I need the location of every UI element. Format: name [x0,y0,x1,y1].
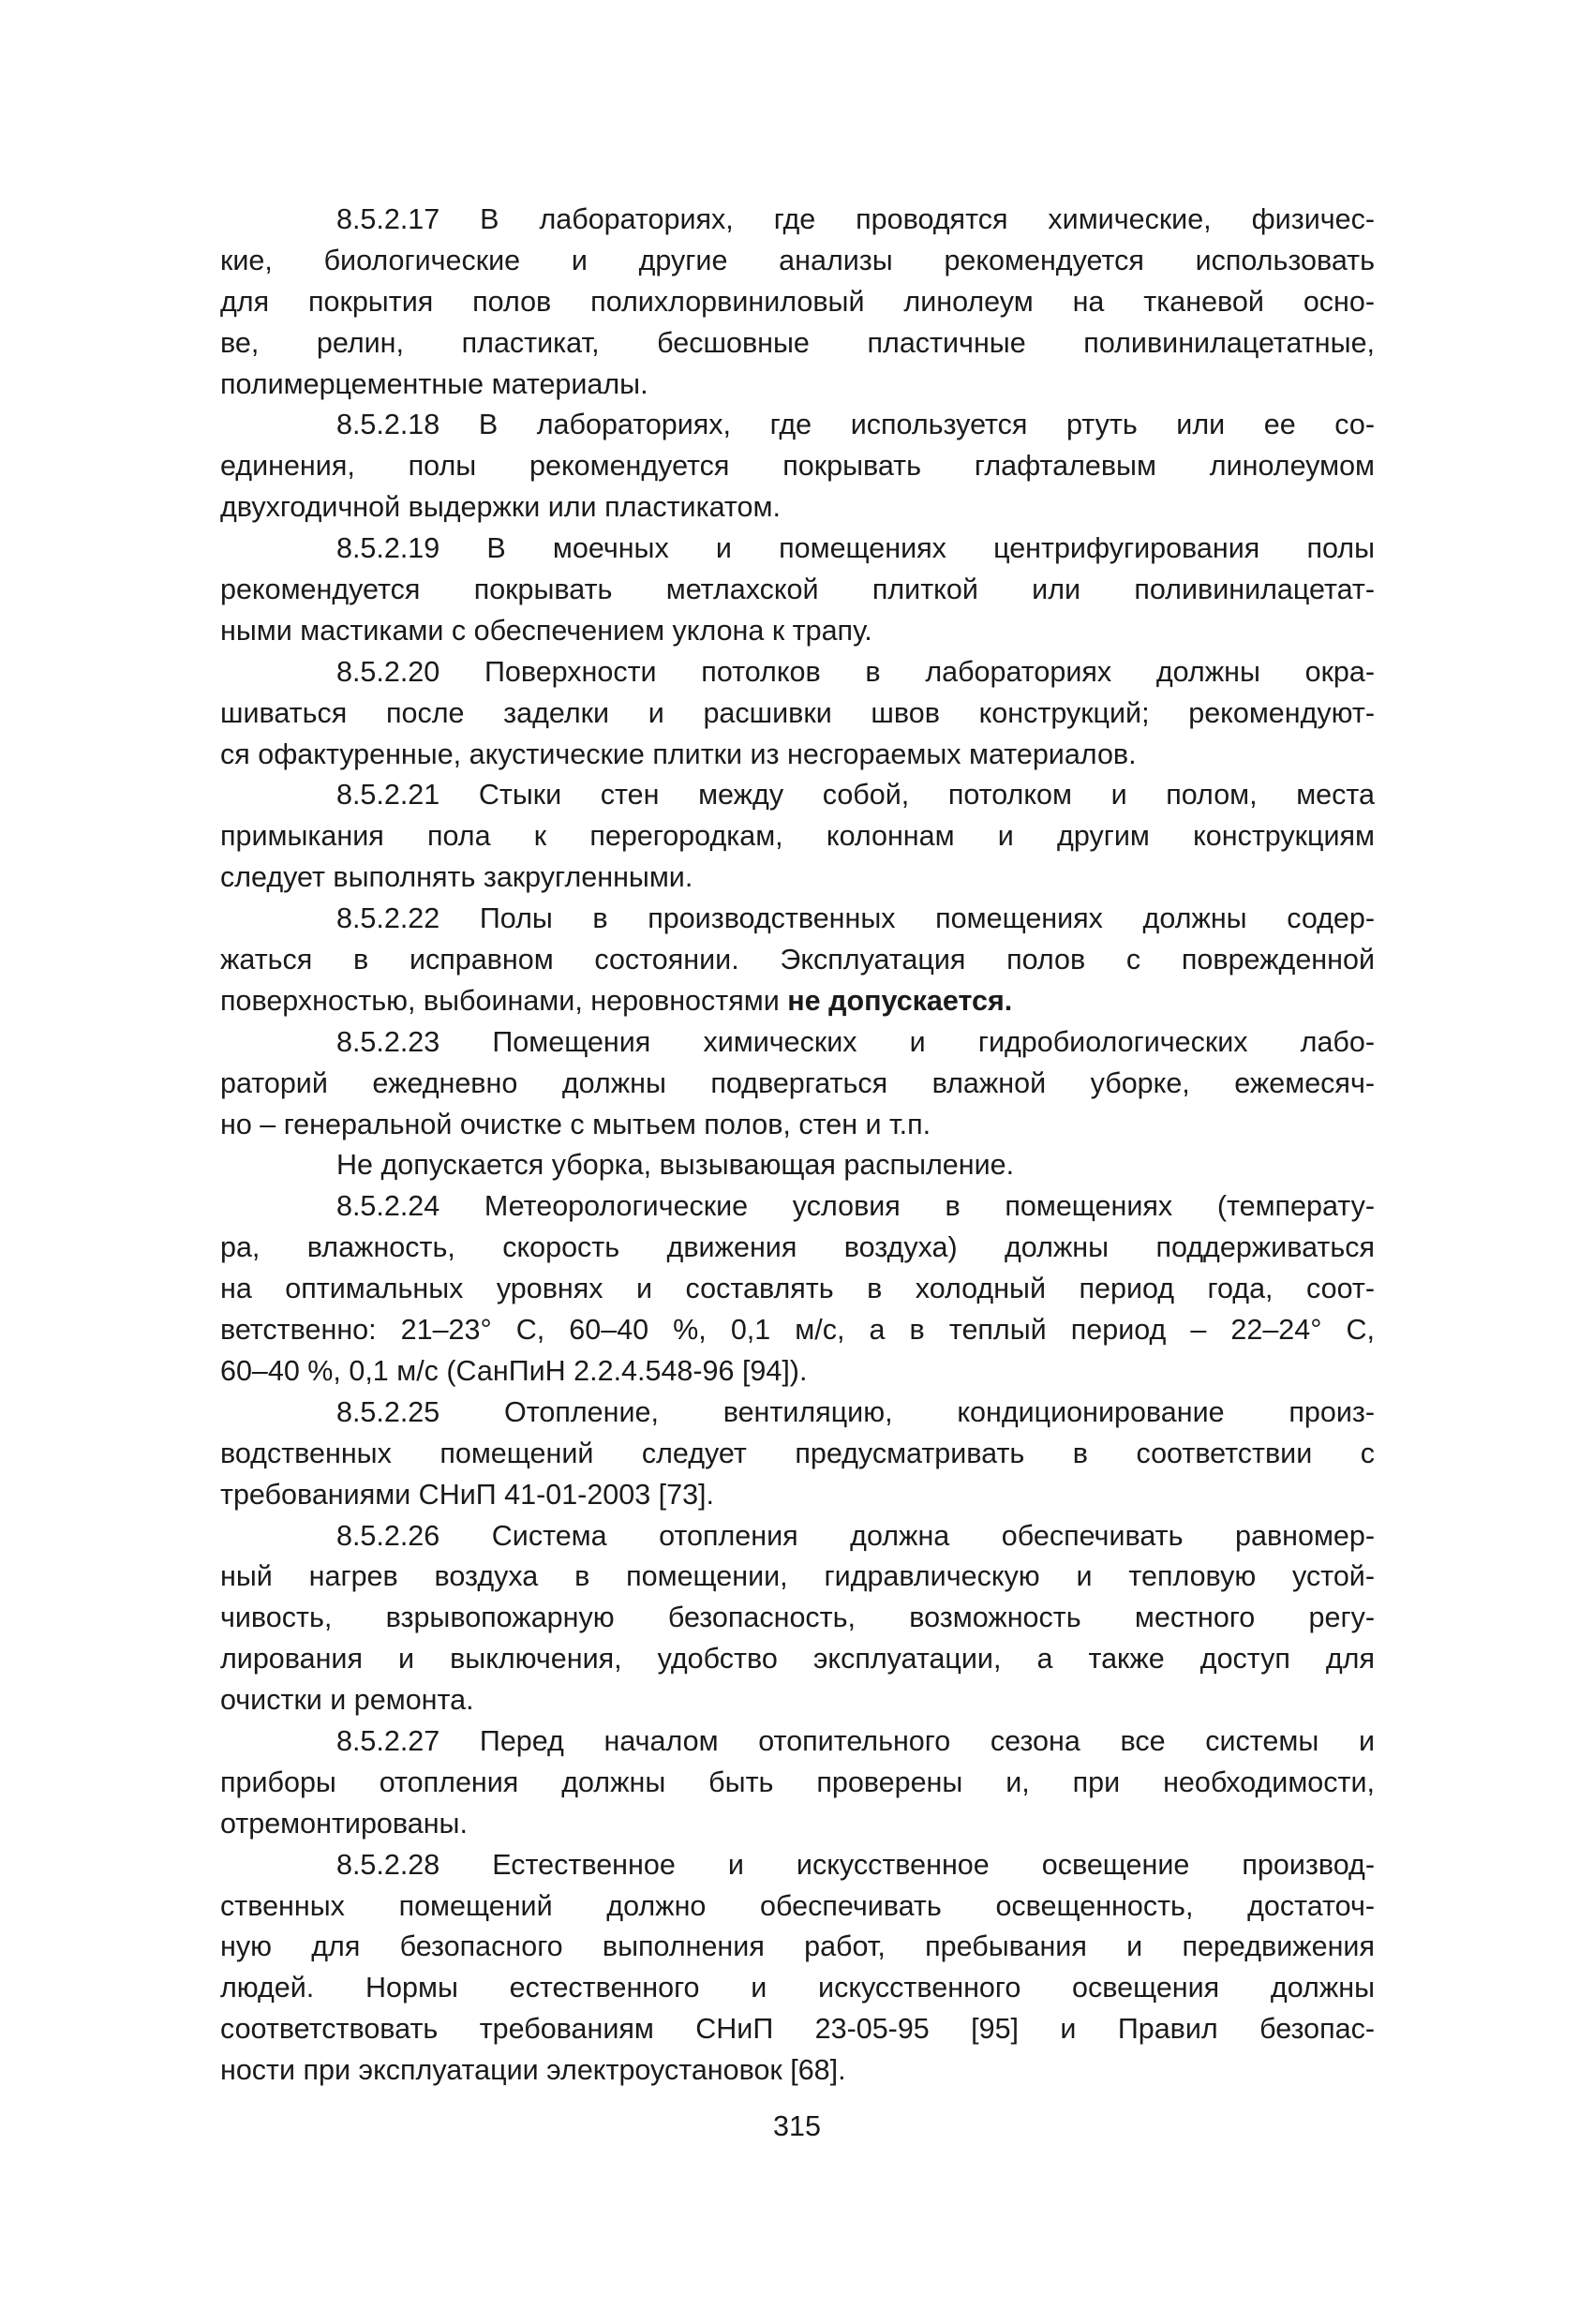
text-line: чивость, взрывопожарную безопасность, возможность местного регу- [220,1601,1375,1634]
text-segment: поверхностью, выбоинами, неровностями [220,984,788,1017]
text-line: 8.5.2.18 В лабораториях, где используется ртуть или ее со- [336,409,1375,441]
text-line: жаться в исправном состоянии. Эксплуатация полов с поврежденной [220,944,1375,976]
text-line: 60–40 %, 0,1 м/с (СанПиН 2.2.4.548-96 [94]). [220,1354,808,1387]
text-line: раторий ежедневно должны подвергаться влажной уборке, ежемесяч- [220,1066,1375,1099]
paragraph [220,899,1375,1022]
text-line: 8.5.2.25 Отопление, вентиляцию, кондиционирование произ- [336,1395,1375,1428]
text-line: очистки и ремонта. [220,1684,474,1717]
text-line: ности при эксплуатации электроустановок [68]. [220,2054,846,2087]
text-line: приборы отопления должны быть проверены и, при необходимости, [220,1765,1375,1798]
text-line: ся офактуренные, акустические плитки из несгораемых материалов. [220,737,1137,770]
paragraph [220,200,1375,405]
text-line: Не допускается уборка, вызывающая распыление. [336,1149,1015,1182]
bold-text: не допускается. [787,984,1013,1017]
paragraph [220,1516,1375,1721]
paragraph [220,775,1375,899]
paragraph [220,529,1375,652]
paragraph [220,405,1375,529]
text-line: 8.5.2.24 Метеорологические условия в помещениях (температу- [336,1190,1375,1223]
text-line: 8.5.2.23 Помещения химических и гидробиологических лабо- [336,1025,1375,1058]
text-line: отремонтированы. [220,1807,468,1840]
text-line: рекомендуется покрывать метлахской плиткой или поливинилацетат- [220,574,1375,606]
text-line: единения, полы рекомендуется покрывать глафталевым линолеумом [220,450,1375,483]
text-line: полимерцементные материалы. [220,367,648,400]
text-line: следует выполнять закругленными. [220,861,693,894]
text-line: шиваться после заделки и расшивки швов конструкций; рекомендуют- [220,696,1375,729]
text-line: примыкания пола к перегородкам, колоннам и другим конструкциям [220,820,1375,853]
paragraph [220,1145,1375,1186]
text-line: но – генеральной очистке с мытьем полов, стен и т.п. [220,1108,931,1140]
page-body [220,200,1375,2092]
text-line: кие, биологические и другие анализы рекомендуется использовать [220,244,1375,276]
text-line: лирования и выключения, удобство эксплуатации, а также доступ для [220,1643,1375,1676]
text-line: ветственно: 21–23° С, 60–40 %, 0,1 м/с, а в теплый период – 22–24° С, [220,1314,1375,1347]
text-line: 8.5.2.20 Поверхности потолков в лабораториях должны окра- [336,655,1375,688]
text-line: людей. Нормы естественного и искусственного освещения должны [220,1972,1375,2004]
text-line: 8.5.2.26 Система отопления должна обеспечивать равномер- [336,1519,1375,1552]
text-line: 8.5.2.19 В моечных и помещениях центрифугирования полы [336,532,1375,565]
text-line: водственных помещений следует предусматривать в соответствии с [220,1437,1375,1469]
paragraph [220,1022,1375,1146]
text-line: ными мастиками с обеспечением уклона к трапу. [220,614,872,647]
text-line: двухгодичной выдержки или пластикатом. [220,491,781,524]
text-line: ра, влажность, скорость движения воздуха) должны поддерживаться [220,1231,1375,1264]
text-line: ную для безопасного выполнения работ, пребывания и передвижения [220,1930,1375,1963]
text-line: 8.5.2.22 Полы в производственных помещениях должны содер- [336,902,1375,935]
text-line: 8.5.2.21 Стыки стен между собой, потолком и полом, места [336,779,1375,812]
text-line: ве, релин, пластикат, бесшовные пластичные поливинилацетатные, [220,326,1375,359]
paragraph [220,652,1375,776]
text-line: требованиями СНиП 41-01-2003 [73]. [220,1478,715,1511]
page-number: 315 [773,2110,821,2142]
text-line: на оптимальных уровнях и составлять в холодный период года, соот- [220,1273,1375,1305]
text-line: ный нагрев воздуха в помещении, гидравлическую и тепловую устой- [220,1560,1375,1593]
text-line: соответствовать требованиям СНиП 23-05-95 [95] и Правил безопас- [220,2013,1375,2046]
paragraph [220,1721,1375,1845]
text-line [220,981,1375,1022]
text-line: ственных помещений должно обеспечивать освещенность, достаточ- [220,1889,1375,1922]
text-line: 8.5.2.28 Естественное и искусственное освещение производ- [336,1848,1375,1881]
text-line: 8.5.2.17 В лабораториях, где проводятся химические, физичес- [336,203,1375,235]
paragraph [220,1845,1375,2092]
text-line: для покрытия полов полихлорвиниловый линолеум на тканевой осно- [220,285,1375,318]
paragraph [220,1186,1375,1392]
paragraph [220,1393,1375,1516]
text-line: 8.5.2.27 Перед началом отопительного сезона все системы и [336,1724,1375,1757]
